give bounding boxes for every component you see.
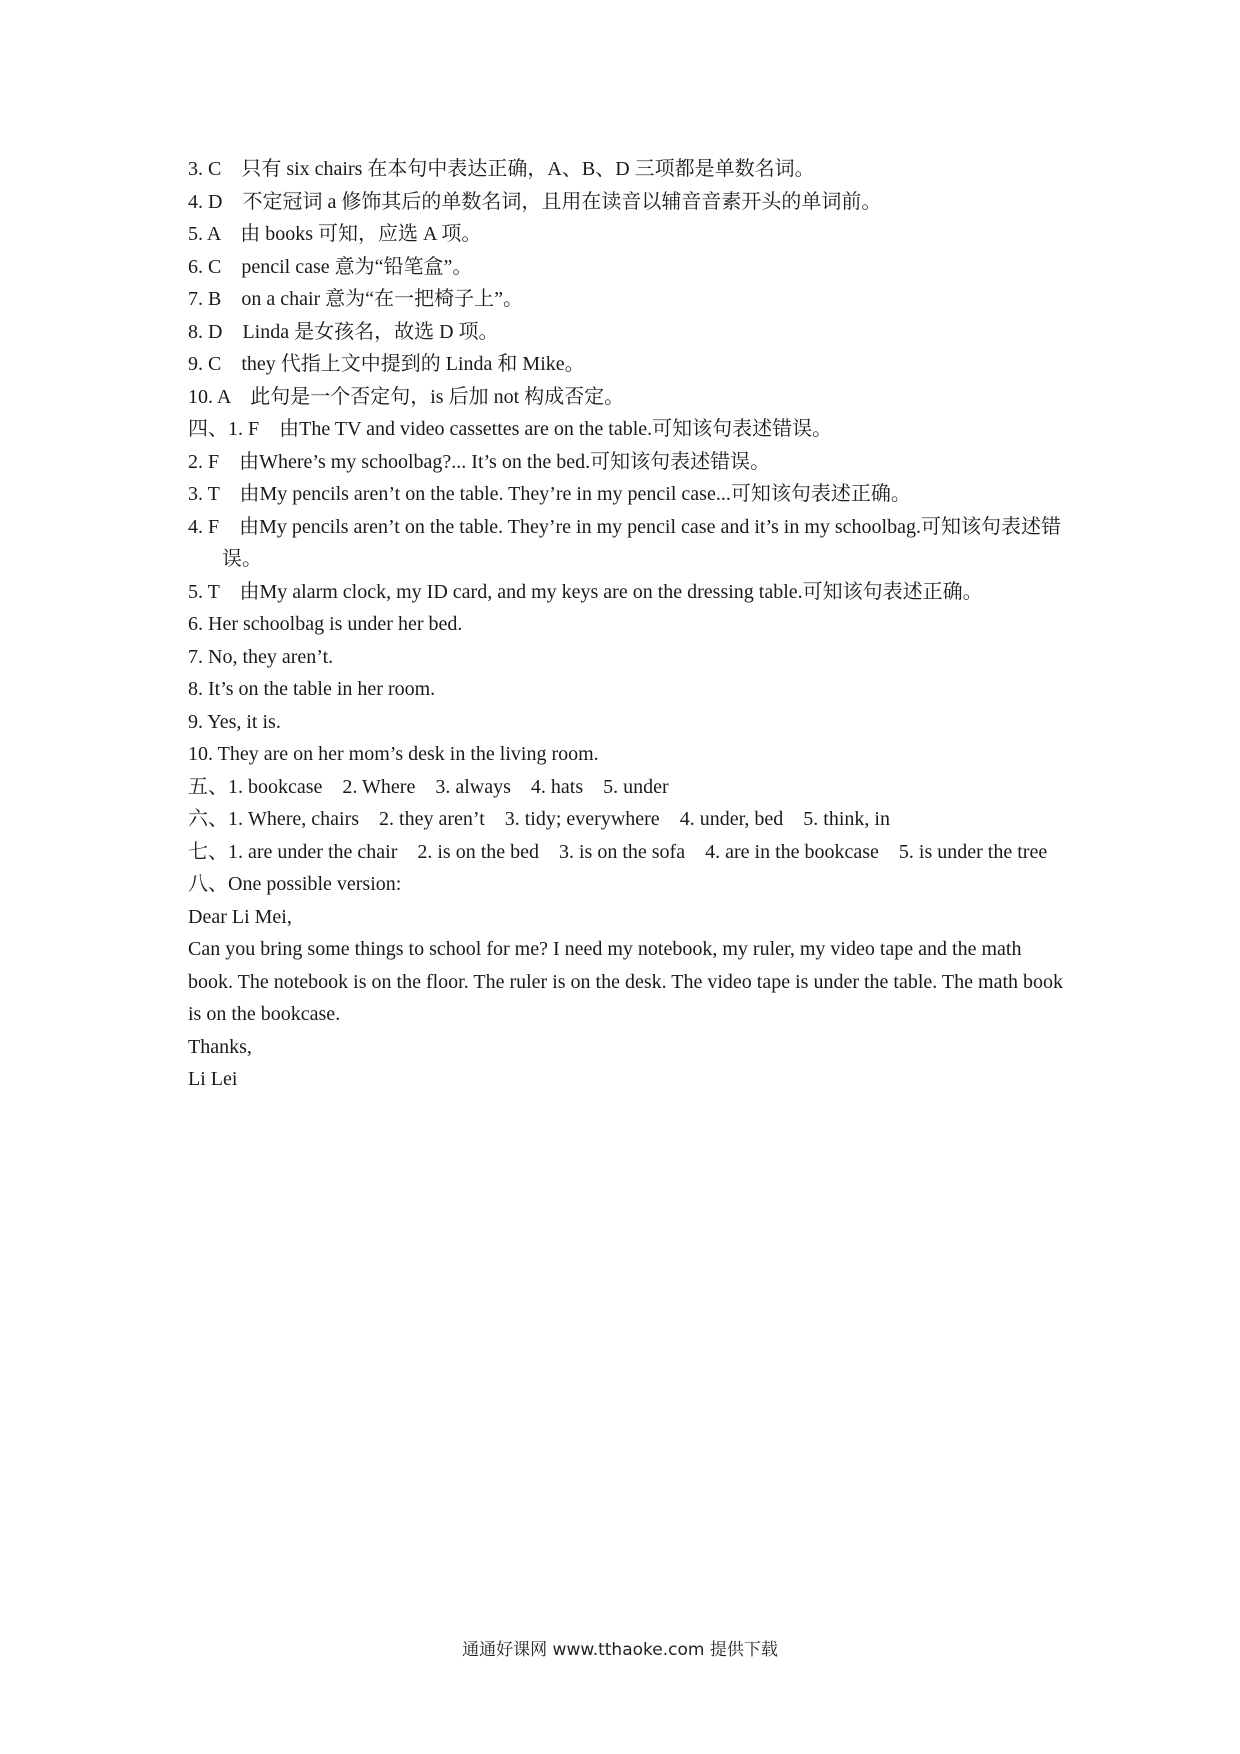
answer-line: 3. T 由My pencils aren’t on the table. They’re in my pencil case...可知该句表述正确。 — [188, 483, 911, 505]
section-line: 七、1. are under the chair 2. is on the bed 3. is on the sofa 4. are in the bookcase 5. is under the tree — [188, 840, 1048, 863]
answer-line: 7. B on a chair 意为“在一把椅子上”。 — [188, 288, 523, 310]
answer-line: 9. Yes, it is. — [188, 710, 281, 733]
answer-line: 6. C pencil case 意为“铅笔盒”。 — [188, 255, 473, 278]
answer-line: 4. F 由My pencils aren’t on the table. They’re in my pencil case and it’s in my schoolbag.可知该句表述错误。 — [188, 515, 1061, 570]
letter-closing: Thanks, — [188, 1035, 252, 1058]
answer-line: 2. F 由Where’s my schoolbag?... It’s on the bed.可知该句表述错误。 — [188, 450, 771, 473]
letter-greeting: Dear Li Mei, — [188, 905, 292, 928]
answer-line: 8. D Linda 是女孩名，故选 D 项。 — [188, 320, 499, 343]
answer-line: 5. T 由My alarm clock, my ID card, and my keys are on the dressing table.可知该句表述正确。 — [188, 580, 983, 603]
page-footer: 通通好课网 www.tthaoke.com 提供下载 — [462, 1640, 778, 1660]
section-line: 四、1. F 由The TV and video cassettes are on the table.可知该句表述错误。 — [188, 418, 833, 440]
answer-line: 4. D 不定冠词 a 修饰其后的单数名词，且用在读音以辅音音素开头的单词前。 — [188, 190, 882, 213]
letter-signature: Li Lei — [188, 1068, 238, 1090]
section-line: 五、1. bookcase 2. Where 3. always 4. hats 5. under — [188, 775, 669, 798]
answer-line: 10. They are on her mom’s desk in the living room. — [188, 743, 599, 765]
answer-line: 6. Her schoolbag is under her bed. — [188, 613, 463, 635]
letter-body: Can you bring some things to school for me? I need my notebook, my ruler, my video tape and the math book. The notebook is on the floor. The ruler is on the desk. The video tape is under the table. The math book is on the bookcase. — [188, 938, 1069, 1025]
answer-key-content — [188, 153, 1068, 1096]
answer-line: 9. C they 代指上文中提到的 Linda 和 Mike。 — [188, 353, 585, 375]
answer-line: 3. C 只有 six chairs 在本句中表达正确，A、B、D 三项都是单数名词。 — [188, 158, 815, 180]
answer-line: 7. No, they aren’t. — [188, 645, 334, 668]
section-line: 六、1. Where, chairs 2. they aren’t 3. tidy; everywhere 4. under, bed 5. think, in — [188, 808, 890, 830]
answer-line: 5. A 由 books 可知，应选 A 项。 — [188, 223, 482, 245]
answer-line: 10. A 此句是一个否定句，is 后加 not 构成否定。 — [188, 385, 625, 408]
section-line: 八、One possible version: — [188, 873, 402, 895]
answer-line: 8. It’s on the table in her room. — [188, 678, 436, 700]
